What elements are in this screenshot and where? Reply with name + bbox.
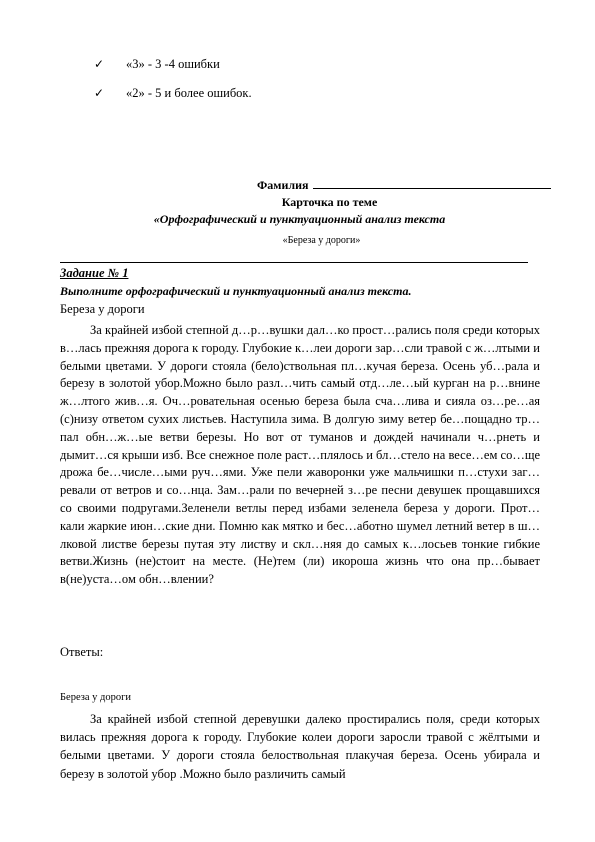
criteria-item	[94, 57, 220, 72]
check-icon: ✓	[94, 86, 105, 100]
task-number: Задание № 1	[60, 266, 129, 280]
criteria-text: «3» - 3 -4 ошибки	[126, 57, 220, 71]
check-icon: ✓	[94, 57, 105, 71]
surname-label: Фамилия	[257, 178, 309, 192]
divider	[60, 262, 528, 263]
surname-field	[257, 176, 551, 193]
criteria-item	[94, 86, 252, 101]
criteria-text: «2» - 5 и более ошибок.	[126, 86, 252, 100]
task-text-title: Береза у дороги	[60, 302, 145, 316]
answers-label: Ответы:	[60, 645, 104, 659]
surname-blank-line	[313, 176, 551, 189]
card-topic: «Орфографический и пунктуационный анализ текста	[153, 212, 446, 226]
task-text: За крайней избой степной д…р…вушки дал…ко прост…рались поля среди которых в…лась прежняя дорога к городу. Глубокие к…леи дороги зар…сли травой с ж…лтыми и белыми цветами. У дороги стояла (бело)ствольная пл…кучая береза. Осень уб…рала и березу в золотой убор.Можно было разл…чить самый отд…ле…ый курган на р…внине ж…лтого жив…я. Оч…ровательная осенью береза была сча…лива и сияла оз…ре…ая (с)низу ответом сухих листьев. Наступила зима. В долгую зиму ветер бе…пощадно тр…пал обн…ж…ые ветви березы. Но вот от туманов и дождей начинали ч…рнеть и дымит…ся крыши изб. Все снежное поле раст…плялось и бл…стело на весе…ем со…ще дрожа бе…числе…ыми руч…ями. Уже пели жаворонки уже мальчишки п…стухи заг…ревали от ветров и со…нца. Зам…рали по вечерней з…ре песни девушек прощавшихся со своими подругами.Зеленели ветлы перед избами зеленела береза у дороги. Прот…кали жаркие июн…ские дни. Помню как мятко и бес…аботно шумел летний ветер в ш…лковой листве березы путая эту листву и скл…няя до самых к…лосьев тонкие гибкие ветви.Жизнь (не)стоит на месте. (Не)тем (ли) икороша жизнь что она пр…бывает в(не)уста…ом обн…влении?	[60, 323, 540, 587]
task-instruction: Выполните орфографический и пунктуационный анализ текста.	[60, 284, 412, 298]
answers-text: За крайней избой степной деревушки далеко простирались поля, среди которых вилась прежняя дорога к городу. Глубокие колеи дороги заросли травой с жёлтыми и белыми цветами. У дороги стояла белоствольная плакучая береза. Осень убирала и березу в золотой убор .Можно было различить самый	[60, 712, 540, 781]
answers-title: Береза у дороги	[60, 692, 132, 703]
card-title: Карточка по теме	[281, 195, 378, 209]
card-text-name: «Береза у дороги»	[282, 235, 361, 246]
